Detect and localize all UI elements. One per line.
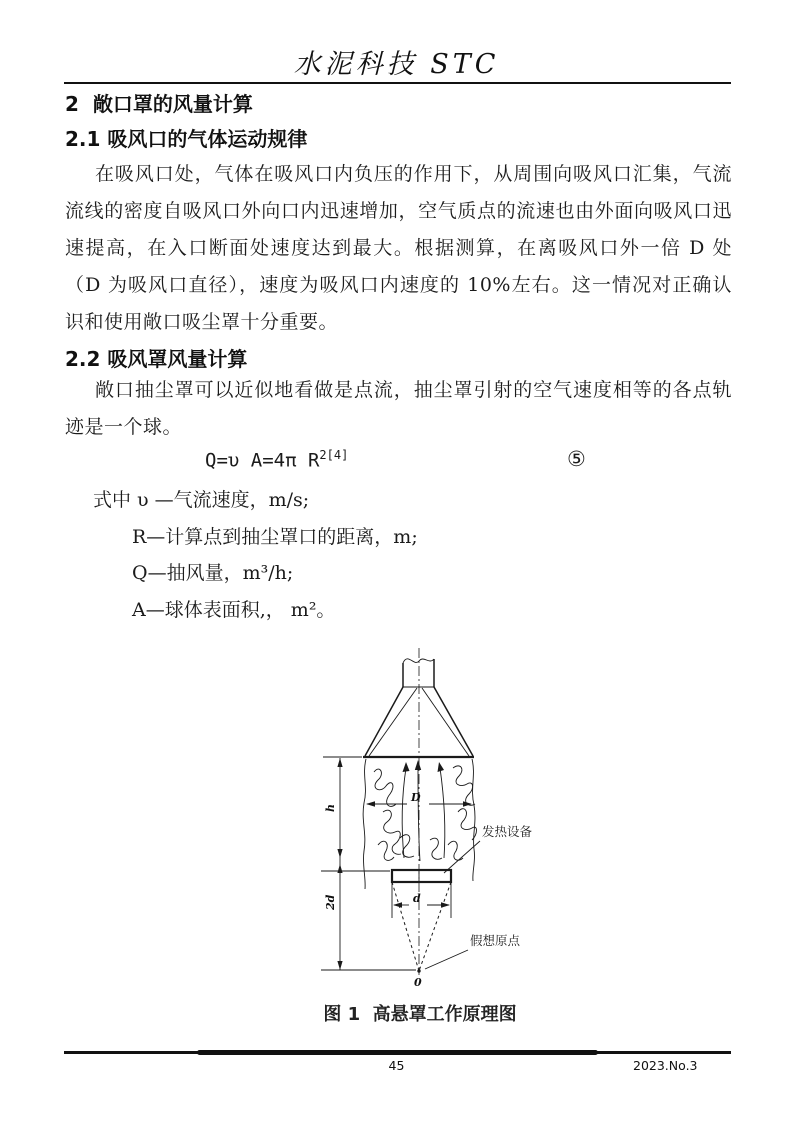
header-rule [64,82,731,84]
hood-principle-diagram [288,640,578,995]
label-d: d [413,892,421,905]
section-2-2-paragraph: 敞口抽尘罩可以近似地看做是点流，抽尘罩引射的空气速度相等的各点轨迹是一个球。 [65,379,732,438]
section-2-heading: 2 敞口罩的风量计算 [65,92,253,116]
issue-number: 2023.No.3 [633,1058,698,1073]
heating-equipment [392,870,451,882]
imaginary-origin-label: 假想原点 [470,933,521,948]
where-line-velocity: 式中 υ —气流速度，m/s; [93,489,310,511]
journal-title: 水泥科技 STC [293,49,500,80]
dimension-D [366,791,472,807]
page-number: 45 [388,1058,405,1073]
formula-variable-list [65,482,732,628]
formula-superscript: 2[4] [319,448,349,462]
section-2-1-heading: 2.1 吸风口的气体运动规律 [65,127,308,151]
where-line-area: A—球体表面积,， m²。 [132,598,336,621]
footer-rule [64,1051,731,1054]
heating-equipment-label: 发热设备 [482,824,533,839]
figure-caption: 图 1 高悬罩工作原理图 [323,1004,517,1025]
where-line-airflow: Q—抽风量，m³/h; [132,562,294,584]
origin-label: 0 [414,976,422,989]
formula-row [65,448,732,478]
convergence-dashed-lines [392,882,451,971]
section-2-2-heading: 2.2 吸风罩风量计算 [65,347,248,371]
imaginary-origin-leader-line [425,950,468,969]
airflow-arrows [402,760,445,861]
label-D: D [411,791,421,804]
formula-q-equation [205,448,348,471]
left-dimension-chain [321,757,416,970]
equation-number: ⑤ [567,447,586,471]
label-2d: 2d [324,894,337,910]
where-line-distance: R—计算点到抽尘罩口的距离，m; [132,525,418,548]
exhaust-duct [403,659,434,687]
section-2-1-paragraph: 在吸风口处，气体在吸风口内负压的作用下，从周围向吸风口汇集，气流流线的密度自吸风口外向口内迅速增加，空气质点的流速也由外面向吸风口迅速提高，在入口断面处速度达到最大。根据测算，在离吸风口外一倍 D 处（D 为吸风口直径），速度为吸风口内速度的 10%左右。这一情况对正确认识和使用敞口吸尘罩十分重要。 [65,163,732,333]
formula-base: Q=υ A=4π R [205,449,320,472]
label-h: h [324,804,337,812]
origin-point [417,969,420,972]
conical-hood [363,687,474,757]
